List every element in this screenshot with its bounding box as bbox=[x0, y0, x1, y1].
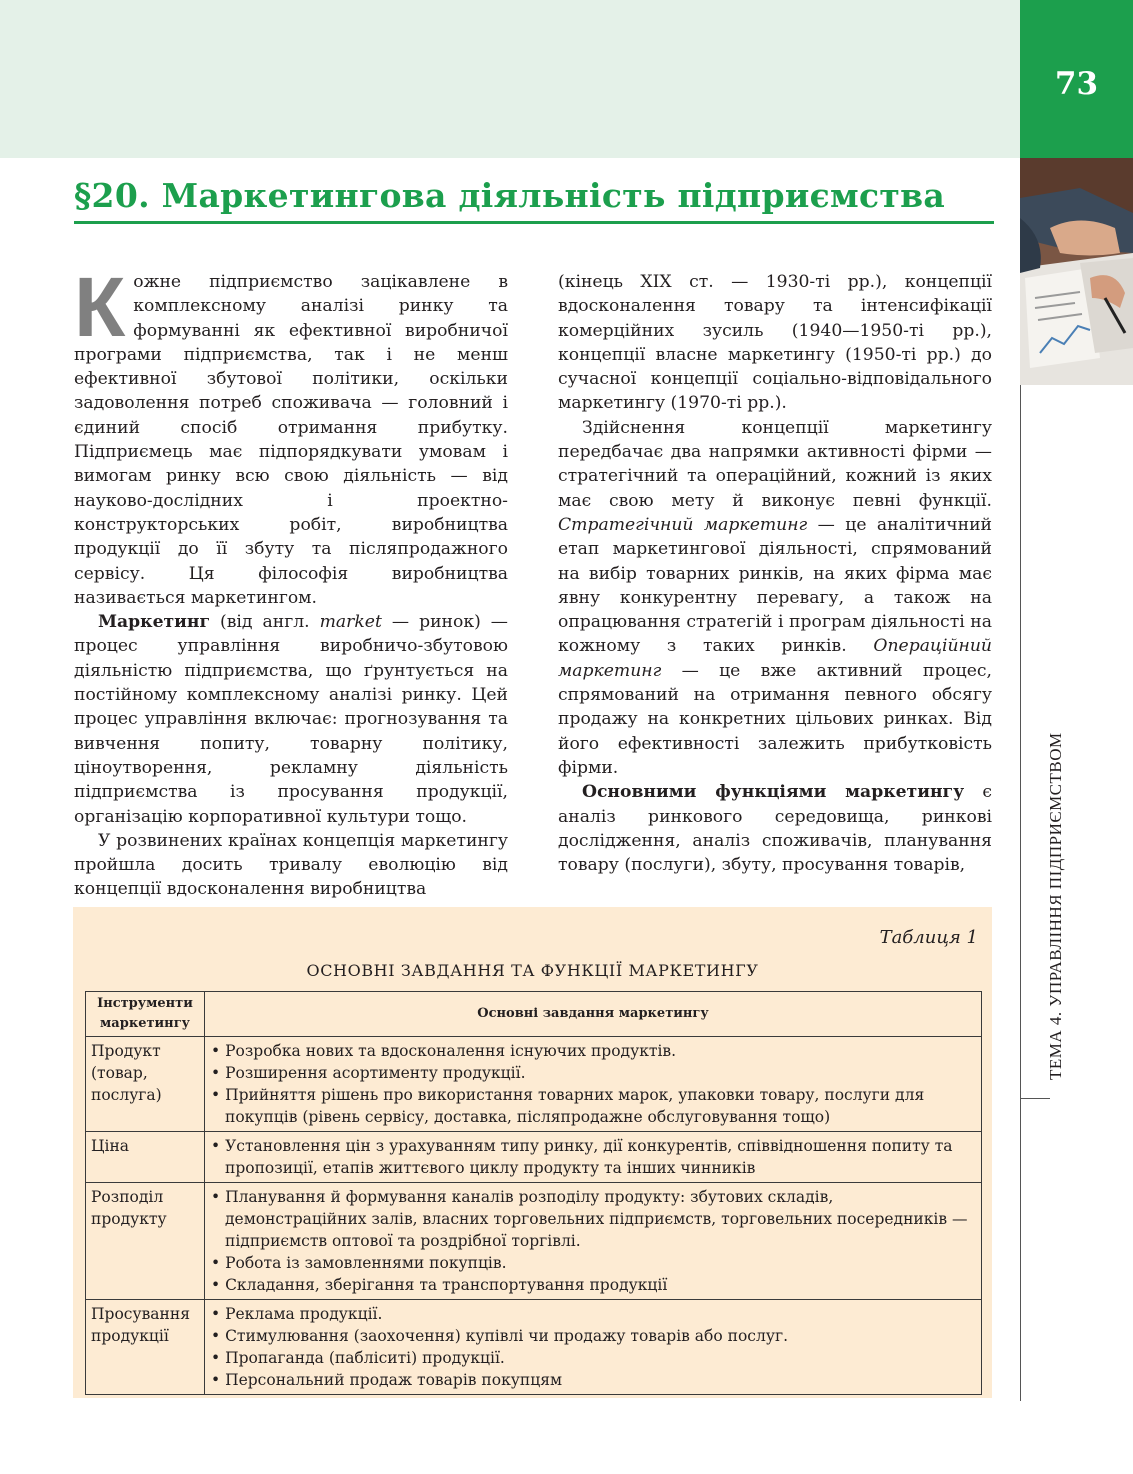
table-body bbox=[86, 1037, 982, 1395]
marketing-definition-paragraph: Маркетинг (від англ. market — ринок) — процес управління виробничо-збутовою діяльністю підприємства, що ґрунтується на постійному комплексному аналізі ринку. Цей процес управління включає: прогнозування та вивчення попиту, товарну політику, ціноутворення, рекламну діяльність підприємства із просування продукції, організацію корпоративної культури тощо. bbox=[74, 612, 508, 827]
topic-side-label: ТЕМА 4. УПРАВЛІННЯ ПІДПРИЄМСТВОМ bbox=[1046, 732, 1065, 1080]
business-hands-photo-icon bbox=[1020, 158, 1133, 385]
business-photo bbox=[1020, 158, 1133, 385]
task-item: • Планування й формування каналів розподілу продукту: збутових складів, демонстраційних залів, власних торговельних підприємств, торговельних посередників — підприємств оптової та роздрібної торгівлі. bbox=[211, 1188, 968, 1250]
task-item: • Установлення цін з урахуванням типу ринку, дії конкурентів, співвідношення попиту та пропозиції, етапів життєвого циклу продукту та інших чинників bbox=[211, 1137, 953, 1177]
tool-cell: Просування продукції bbox=[86, 1300, 205, 1395]
header-tools: Інструменти маркетингу bbox=[86, 992, 205, 1037]
side-divider-tick bbox=[1020, 1098, 1050, 1099]
term-operational-marketing: Операційний маркетинг bbox=[558, 636, 992, 681]
table-row bbox=[86, 1037, 982, 1132]
right-column bbox=[558, 270, 992, 877]
table-row bbox=[86, 1183, 982, 1300]
strategic-operational-paragraph: Здійснення концепції маркетингу передбачає два напрямки активності фірми — стратегічний та операційний, кожний із яких має свою мету й виконує певні функції. Стратегічний маркетинг — це аналітичний етап маркетингової діяльності, спрямований на вибір товарних ринків, на яких фірма має явну конкурентну перевагу, а також на опрацювання стратегій і програм діяльності на кожному з таких ринків. Операційний маркетинг — це вже активний процес, спрямований на отримання певного обсягу продажу на конкретних цільових ринках. Від його ефективності залежить прибутковість фірми. bbox=[558, 417, 992, 778]
task-item: • Робота із замовленнями покупців. bbox=[211, 1254, 507, 1272]
tool-cell: Продукт (товар, послуга) bbox=[86, 1037, 205, 1132]
functions-paragraph: Основними функціями маркетингу є аналіз ринкового середовища, ринкові дослідження, аналіз споживачів, планування товару (послуги), збуту, просування товарів, bbox=[558, 782, 992, 876]
marketing-tasks-table bbox=[85, 991, 982, 1395]
task-item: • Персональний продаж товарів покупцям bbox=[211, 1371, 563, 1389]
term-marketing: Маркетинг bbox=[98, 612, 211, 633]
evolution-paragraph: У розвинених країнах концепція маркетингу пройшла досить тривалу еволюцію від концепції вдосконалення виробництва bbox=[74, 830, 508, 900]
intro-paragraph: Кожне підприємство зацікавлене в комплексному аналізі ринку та формуванні як ефективної виробничої програми підприємства, так і не менш ефективної збутової політики, оскільки задоволення потреб споживача — головний і єдиний спосіб отримання прибутку. Підприємець має підпорядкувати умовам і вимогам ринку всю свою діяльність — від науково-дослідних і проектно-конструкторських робіт, виробництва продукції до її збуту та післяпродажного сервісу. Ця філософія виробництва називається маркетингом. bbox=[74, 260, 508, 608]
term-main-functions: Основними функціями маркетингу bbox=[582, 782, 965, 803]
term-strategic-marketing: Стратегічний маркетинг bbox=[558, 514, 808, 535]
task-item: • Пропаганда (пабліситі) продукції. bbox=[211, 1349, 505, 1367]
table-header-row bbox=[86, 992, 982, 1037]
title-underline bbox=[74, 221, 994, 224]
tasks-cell bbox=[205, 1132, 982, 1183]
table-row bbox=[86, 1132, 982, 1183]
task-item: • Розробка нових та вдосконалення існуючих продуктів. bbox=[211, 1042, 677, 1060]
side-divider bbox=[1020, 385, 1021, 1401]
tasks-cell bbox=[205, 1037, 982, 1132]
task-item: • Стимулювання (заохочення) купівлі чи продажу товарів або послуг. bbox=[211, 1327, 788, 1345]
page-number: 73 bbox=[1054, 66, 1099, 102]
header-band bbox=[0, 0, 1020, 158]
task-item: • Реклама продукції. bbox=[211, 1305, 383, 1323]
header-tasks: Основні завдання маркетингу bbox=[205, 992, 982, 1037]
concepts-paragraph: (кінець XIX ст. — 1930-ті рр.), концепції вдосконалення товару та інтенсифікації комерційних зусиль (1940—1950-ті рр.), концепції власне маркетингу (1950-ті рр.) до сучасної концепції соціально-відповідального маркетингу (1970-ті рр.). bbox=[558, 272, 992, 414]
term-market: market bbox=[319, 612, 382, 633]
table-row bbox=[86, 1300, 982, 1395]
task-item: • Прийняття рішень про використання товарних марок, упаковки товару, послуги для покупців (рівень сервісу, доставка, післяпродажне обслуговування тощо) bbox=[211, 1086, 925, 1126]
tasks-cell bbox=[205, 1183, 982, 1300]
table-number: Таблиця 1 bbox=[879, 927, 978, 948]
task-item: • Розширення асортименту продукції. bbox=[211, 1064, 526, 1082]
page-number-tab bbox=[1020, 0, 1133, 158]
table-title: ОСНОВНІ ЗАВДАННЯ ТА ФУНКЦІЇ МАРКЕТИНГУ bbox=[306, 961, 759, 980]
tool-cell: Ціна bbox=[86, 1132, 205, 1183]
task-item: • Складання, зберігання та транспортування продукції bbox=[211, 1276, 668, 1294]
tool-cell: Розподіл продукту bbox=[86, 1183, 205, 1300]
left-column bbox=[74, 260, 508, 902]
table-panel bbox=[73, 907, 992, 1398]
section-title: §20. Маркетингова діяльність підприємства bbox=[74, 176, 946, 215]
drop-cap: К bbox=[74, 260, 126, 354]
tasks-cell bbox=[205, 1300, 982, 1395]
